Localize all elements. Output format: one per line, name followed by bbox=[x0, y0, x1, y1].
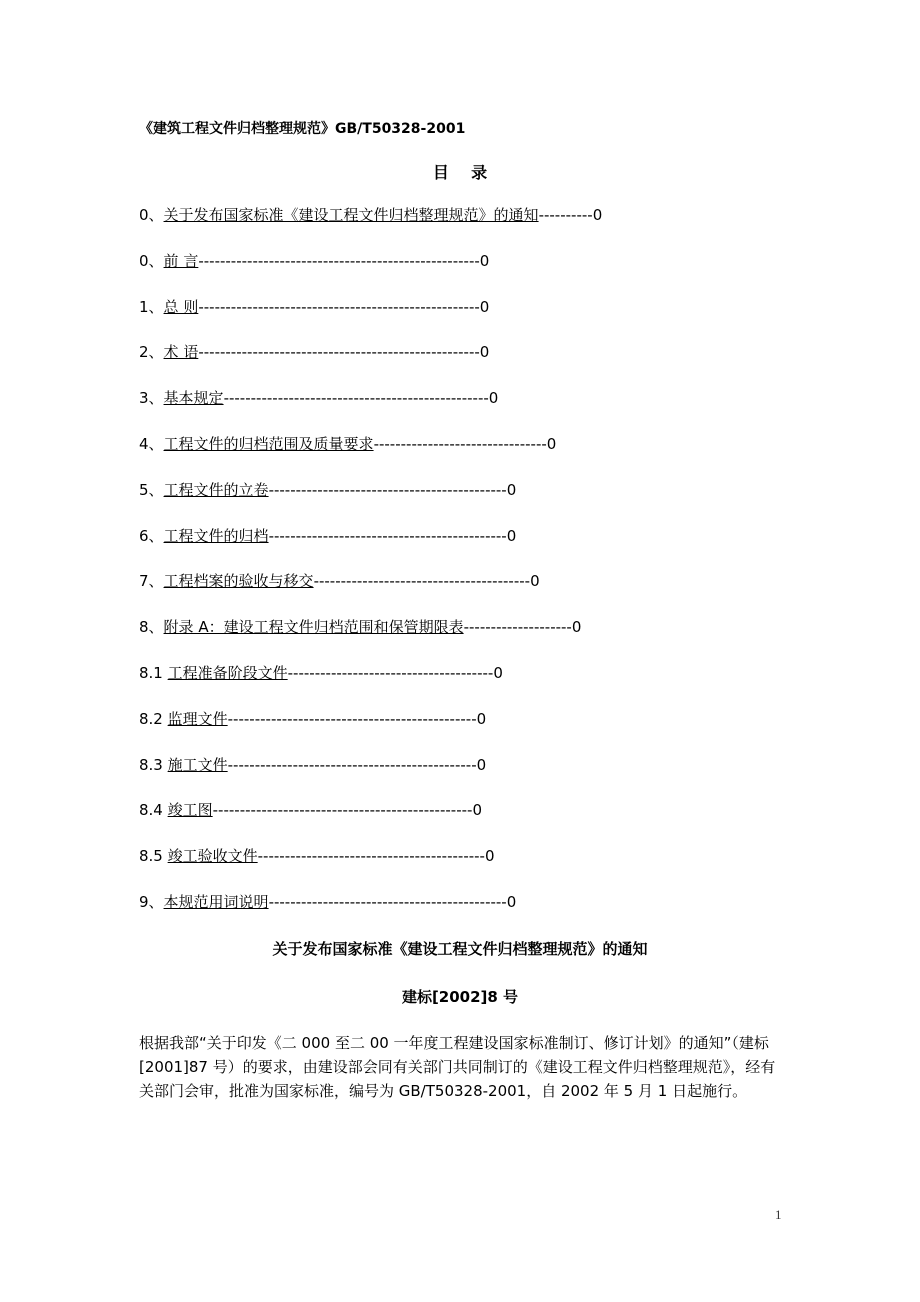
toc-entry-archive-scope bbox=[139, 433, 602, 479]
toc-link-archive-scope[interactable]: 工程文件的归档范围及质量要求 bbox=[163, 434, 374, 453]
table-of-contents bbox=[139, 204, 602, 937]
toc-entry-appendix-a bbox=[139, 616, 602, 662]
toc-entry-prefix: 1、 bbox=[139, 297, 164, 316]
toc-leader: ---------- bbox=[538, 206, 593, 224]
toc-entry-completion bbox=[139, 845, 602, 891]
toc-leader: -------------------------------------------- bbox=[268, 526, 507, 545]
toc-entry-prefix: 8.5 bbox=[139, 847, 168, 866]
toc-link-acceptance[interactable]: 工程档案的验收与移交 bbox=[163, 572, 314, 591]
toc-entry-prefix: 8、 bbox=[139, 618, 164, 637]
toc-page-number: 0 bbox=[479, 297, 490, 316]
toc-leader: -------------------------------------- bbox=[287, 663, 494, 682]
toc-entry-general bbox=[139, 296, 602, 342]
notice-doc-number: 建标[2002]8 号 bbox=[401, 988, 519, 1006]
toc-link-wording[interactable]: 本规范用词说明 bbox=[163, 892, 269, 911]
toc-page-number: 0 bbox=[488, 389, 499, 408]
toc-link-archiving[interactable]: 工程文件的归档 bbox=[163, 526, 269, 545]
toc-leader: ---------------------------------------------- bbox=[227, 709, 477, 728]
toc-entry-prefix: 0、 bbox=[139, 251, 164, 270]
toc-entry-prefix: 8.4 bbox=[139, 801, 168, 820]
toc-page-number: 0 bbox=[479, 251, 490, 270]
toc-entry-prefix: 9、 bbox=[139, 892, 164, 911]
toc-entry-construction bbox=[139, 754, 602, 800]
toc-page-number: 0 bbox=[476, 709, 487, 728]
toc-leader: -------------------------------------------- bbox=[268, 480, 507, 499]
toc-leader: ---------------------------------------------------- bbox=[198, 251, 480, 270]
toc-entry-prefix: 8.3 bbox=[139, 755, 168, 774]
toc-page-number: 0 bbox=[493, 663, 503, 682]
toc-entry-acceptance bbox=[139, 570, 602, 616]
document-title: 《建筑工程文件归档整理规范》GB/T50328-2001 bbox=[139, 121, 466, 137]
toc-page-number: 0 bbox=[506, 480, 517, 499]
toc-entry-terms bbox=[139, 341, 602, 387]
toc-entry-prefix: 6、 bbox=[139, 526, 164, 545]
toc-link-as-built[interactable]: 竣工图 bbox=[167, 801, 213, 820]
toc-leader: ---------------------------------------- bbox=[313, 572, 531, 591]
toc-link-construction[interactable]: 施工文件 bbox=[167, 755, 228, 774]
toc-entry-filing bbox=[139, 479, 602, 525]
toc-page-number: 0 bbox=[571, 618, 582, 637]
toc-page-number: 0 bbox=[506, 526, 517, 545]
toc-link-notice[interactable]: 关于发布国家标准《建设工程文件归档整理规范》的通知 bbox=[163, 206, 539, 224]
toc-leader: ---------------------------------------------------- bbox=[198, 343, 480, 362]
toc-leader: ---------------------------------------------------- bbox=[198, 297, 480, 316]
toc-entry-wording bbox=[139, 891, 602, 937]
toc-leader: -------------------- bbox=[463, 618, 572, 637]
toc-leader: ------------------------------------------ bbox=[257, 847, 485, 866]
toc-entry-prefix: 4、 bbox=[139, 434, 164, 453]
toc-page-number: 0 bbox=[479, 343, 490, 362]
toc-page-number: 0 bbox=[476, 755, 487, 774]
toc-link-filing[interactable]: 工程文件的立卷 bbox=[163, 480, 269, 499]
toc-leader: ------------------------------------------------- bbox=[223, 389, 489, 408]
toc-link-basic-rules[interactable]: 基本规定 bbox=[163, 389, 224, 408]
toc-leader: -------------------------------- bbox=[373, 434, 547, 453]
toc-entry-supervision bbox=[139, 708, 602, 754]
toc-entry-prefix: 8.2 bbox=[139, 709, 168, 728]
toc-page-number: 0 bbox=[506, 892, 517, 911]
toc-entry-prefix: 0、 bbox=[139, 206, 164, 224]
toc-entry-notice bbox=[139, 204, 602, 250]
notice-title: 关于发布国家标准《建设工程文件归档整理规范》的通知 bbox=[272, 940, 648, 958]
toc-link-supervision[interactable]: 监理文件 bbox=[167, 709, 228, 728]
toc-entry-prefix: 7、 bbox=[139, 572, 164, 591]
toc-entry-prefix: 2、 bbox=[139, 343, 164, 362]
toc-leader: -------------------------------------------- bbox=[268, 892, 507, 911]
toc-page-number: 0 bbox=[592, 206, 603, 224]
toc-link-terms[interactable]: 术 语 bbox=[163, 343, 199, 362]
toc-link-appendix-a[interactable]: 附录 A：建设工程文件归档范围和保管期限表 bbox=[163, 618, 464, 637]
toc-entry-as-built bbox=[139, 799, 602, 845]
toc-entry-basic-rules bbox=[139, 387, 602, 433]
toc-entry-archiving bbox=[139, 525, 602, 571]
toc-link-preparation[interactable]: 工程准备阶段文件 bbox=[167, 663, 288, 682]
toc-entry-prefix: 3、 bbox=[139, 389, 164, 408]
toc-leader: ------------------------------------------------ bbox=[212, 801, 473, 820]
toc-entry-preface bbox=[139, 250, 602, 296]
toc-link-preface[interactable]: 前 言 bbox=[163, 251, 199, 270]
toc-page-number: 0 bbox=[484, 847, 495, 866]
toc-entry-prefix: 8.1 bbox=[139, 663, 168, 682]
toc-page-number: 0 bbox=[530, 572, 540, 591]
toc-heading: 目 录 bbox=[432, 163, 488, 182]
page-number: 1 bbox=[775, 1207, 782, 1222]
toc-page-number: 0 bbox=[546, 434, 557, 453]
toc-link-general[interactable]: 总 则 bbox=[163, 297, 199, 316]
toc-entry-prefix: 5、 bbox=[139, 480, 164, 499]
toc-entry-preparation bbox=[139, 662, 602, 708]
toc-page-number: 0 bbox=[472, 801, 482, 820]
toc-leader: ---------------------------------------------- bbox=[227, 755, 477, 774]
toc-link-completion[interactable]: 竣工验收文件 bbox=[167, 847, 258, 866]
notice-body: 根据我部“关于印发《二 000 至二 00 一年度工程建设国家标准制订、修订计划》的通知”（建标[2001]87 号）的要求，由建设部会同有关部门共同制订的《建设工程文件归档整理规范》，经有关部门会审，批准为国家标准，编号为 GB/T50328-2001，自 2002 年 5 月 1 日起施行。 bbox=[139, 1034, 776, 1100]
